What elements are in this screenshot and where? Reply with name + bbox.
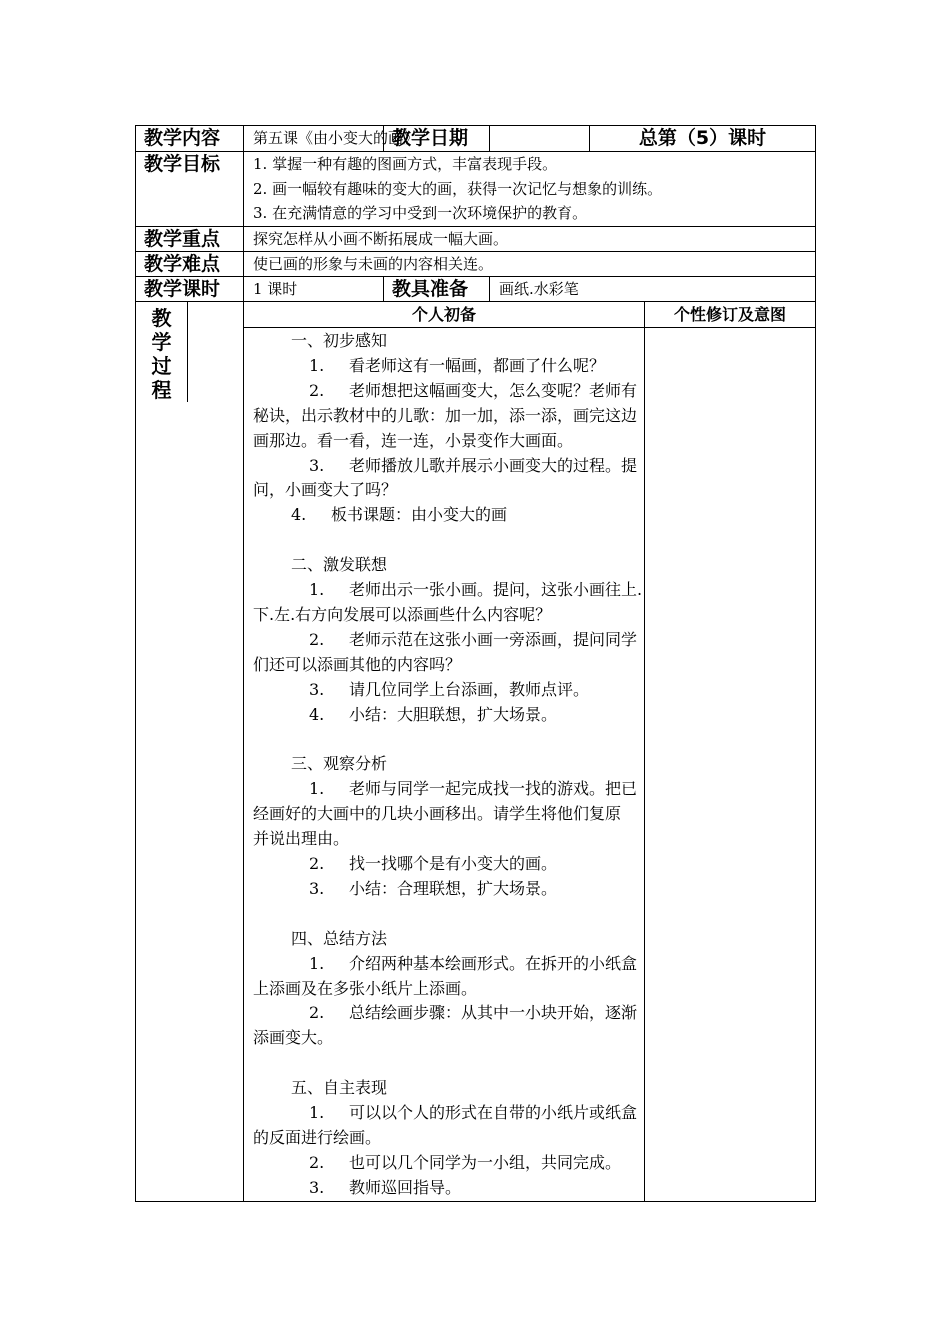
content-line: 1. 可以以个人的形式在自带的小纸片或纸盒 bbox=[253, 1101, 640, 1126]
content-line: 经画好的大画中的几块小画移出。请学生将他们复原 bbox=[253, 804, 622, 824]
item-number: 2. bbox=[309, 1152, 325, 1172]
content-line: 3. 请几位同学上台添画，教师点评。 bbox=[253, 678, 640, 703]
goal-item: 1. 掌握一种有趣的图画方式，丰富表现手段。 bbox=[253, 155, 558, 173]
difficulties-value: 使已画的形象与未画的内容相关连。 bbox=[244, 252, 816, 277]
content-line: 1. 老师与同学一起完成找一找的游戏。把已 bbox=[253, 777, 640, 802]
item-number: 2. bbox=[309, 380, 325, 400]
process-label-cell bbox=[136, 302, 244, 1202]
section-title: 四、总结方法 bbox=[291, 928, 388, 948]
content-line: 秘诀，出示教材中的儿歌：加一加，添一添，画完这边 bbox=[253, 405, 638, 425]
tools-label: 教具准备 bbox=[384, 277, 490, 302]
personal-prep-content bbox=[244, 328, 645, 1202]
item-number: 1. bbox=[309, 580, 325, 600]
content-line: 4. 小结：大胆联想，扩大场景。 bbox=[253, 703, 640, 728]
goals-label: 教学目标 bbox=[136, 152, 244, 227]
difficulties-label: 教学难点 bbox=[136, 252, 244, 277]
content-line: 画那边。看一看，连一连，小景变作大画面。 bbox=[253, 430, 574, 450]
content-line bbox=[253, 902, 640, 927]
content-line: 问，小画变大了吗？ bbox=[253, 480, 398, 500]
content-line: 1. 老师出示一张小画。提问，这张小画往上. bbox=[253, 578, 640, 603]
key-points-value: 探究怎样从小画不断拓展成一幅大画。 bbox=[244, 227, 816, 252]
item-number: 2. bbox=[309, 854, 325, 873]
item-number: 3. bbox=[309, 455, 325, 475]
date-value bbox=[490, 126, 590, 152]
content-line: 2. 老师想把这幅画变大，怎么变呢？老师有 bbox=[253, 379, 640, 404]
section-title: 三、观察分析 bbox=[291, 754, 388, 774]
content-line: 3. 老师播放儿歌并展示小画变大的过程。提 bbox=[253, 454, 640, 479]
item-number: 2. bbox=[309, 629, 325, 649]
item-number: 3. bbox=[309, 1177, 325, 1197]
goal-item: 2. 画一幅较有趣味的变大的画，获得一次记忆与想象的训练。 bbox=[253, 179, 663, 198]
content-line: 2. 找一找哪个是有小变大的画。 bbox=[253, 852, 640, 877]
content-line: 3. 教师巡回指导。 bbox=[253, 1176, 640, 1201]
content-line: 4. 板书课题：由小变大的画 bbox=[253, 503, 640, 528]
goal-item: 3. 在充满情意的学习中受到一次环境保护的教育。 bbox=[253, 204, 588, 222]
key-points-row bbox=[136, 227, 816, 252]
difficulties-row bbox=[136, 252, 816, 277]
content-line bbox=[253, 528, 640, 553]
periods-label: 教学课时 bbox=[136, 277, 244, 302]
process-label: 教 学 过 程 bbox=[136, 302, 188, 402]
personal-prep-header: 个人初备 bbox=[244, 302, 645, 328]
item-number: 3. bbox=[309, 878, 325, 898]
content-line: 并说出理由。 bbox=[253, 829, 350, 849]
content-line: 下.左.右方向发展可以添画些什么内容呢？ bbox=[253, 604, 552, 624]
periods-value: 1 课时 bbox=[244, 277, 384, 302]
content-line: 1. 看老师这有一幅画，都画了什么呢？ bbox=[253, 354, 640, 379]
content-line: 2. 老师示范在这张小画一旁添画，提问同学 bbox=[253, 628, 640, 653]
section-title: 五、自主表现 bbox=[291, 1078, 388, 1098]
item-number: 2. bbox=[309, 1003, 325, 1023]
date-label: 教学日期 bbox=[384, 126, 490, 152]
section-title: 二、激发联想 bbox=[291, 555, 388, 575]
item-number: 1. bbox=[309, 355, 325, 375]
item-number: 4. bbox=[309, 704, 325, 724]
key-points-label: 教学重点 bbox=[136, 227, 244, 252]
content-line: 2. 也可以几个同学为一小组，共同完成。 bbox=[253, 1151, 640, 1176]
content-line: 1. 介绍两种基本绘画形式。在拆开的小纸盒 bbox=[253, 952, 640, 977]
revision-content bbox=[645, 328, 816, 1202]
item-number: 1. bbox=[309, 779, 325, 799]
content-line: 2. 总结绘画步骤：从其中一小块开始，逐渐 bbox=[253, 1001, 640, 1026]
tools-value: 画纸.水彩笔 bbox=[490, 277, 816, 302]
revision-header: 个性修订及意图 bbox=[645, 302, 816, 328]
content-line bbox=[253, 727, 640, 752]
content-line: 们还可以添画其他的内容吗？ bbox=[253, 654, 462, 674]
total-periods-label: 总第（5）课时 bbox=[590, 126, 816, 152]
content-line: 的反面进行绘画。 bbox=[253, 1127, 382, 1147]
content-line: 3. 小结：合理联想，扩大场景。 bbox=[253, 877, 640, 902]
header-row bbox=[136, 126, 816, 152]
content-line: 添画变大。 bbox=[253, 1028, 334, 1048]
goals-row bbox=[136, 152, 816, 227]
process-header-row bbox=[136, 302, 816, 328]
item-number: 4. bbox=[291, 505, 307, 525]
content-value: 第五课《由小变大的画》 bbox=[244, 126, 384, 152]
item-number: 1. bbox=[309, 1103, 325, 1123]
item-number: 1. bbox=[309, 953, 325, 973]
item-number: 3. bbox=[309, 679, 325, 699]
section-title: 一、初步感知 bbox=[291, 331, 388, 350]
content-label: 教学内容 bbox=[136, 126, 244, 152]
periods-row bbox=[136, 277, 816, 302]
goals-list bbox=[244, 152, 816, 227]
content-line: 上添画及在多张小纸片上添画。 bbox=[253, 978, 478, 998]
content-line bbox=[253, 1051, 640, 1076]
lesson-plan-table bbox=[135, 125, 816, 1202]
